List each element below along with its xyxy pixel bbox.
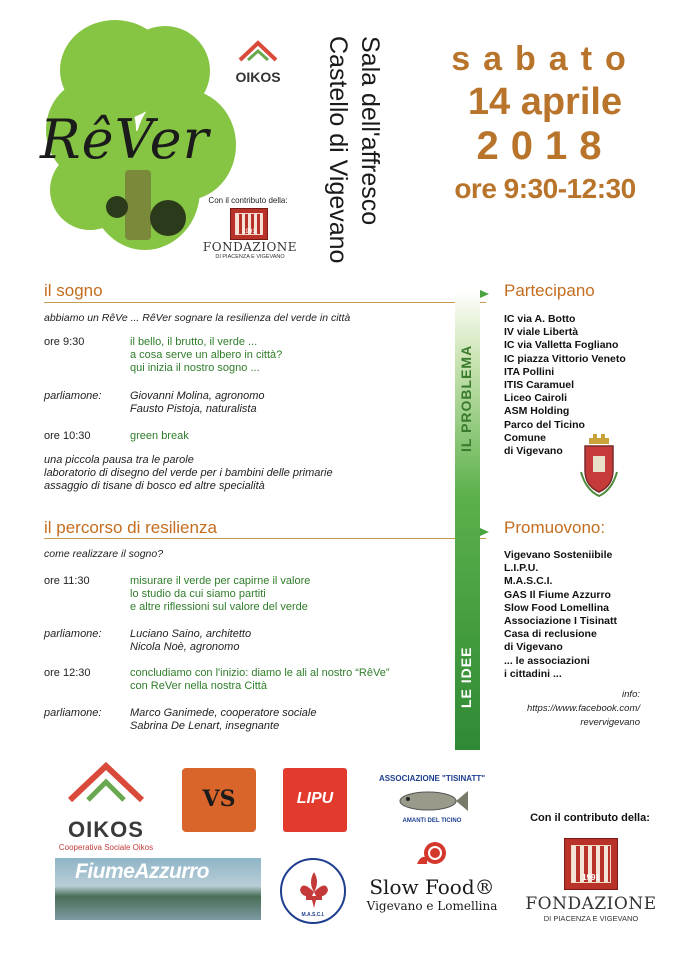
break-line: assaggio di tisane di bosco ed altre specialità bbox=[44, 480, 265, 492]
snail-icon bbox=[415, 840, 449, 866]
list-item: IC piazza Vittorio Veneto bbox=[504, 352, 626, 365]
slow-food-label: Slow Food® bbox=[369, 875, 495, 899]
date-year: 2018 bbox=[476, 124, 614, 168]
fondazione-year: 1991 bbox=[582, 873, 600, 882]
vigevano-coat-of-arms-icon bbox=[578, 432, 620, 500]
promuovono-list bbox=[504, 549, 664, 681]
schedule-time: ore 9:30 bbox=[44, 336, 85, 348]
list-item: IC via A. Botto bbox=[504, 313, 576, 325]
list-item: i cittadini ... bbox=[504, 667, 562, 680]
fondazione-logo-small bbox=[196, 240, 304, 260]
list-item: Parco del Ticino bbox=[504, 418, 585, 431]
schedule-row bbox=[44, 430, 464, 444]
vertical-label-problema: IL PROBLEMA bbox=[458, 344, 474, 452]
schedule-text: qui inizia il nostro sogno ... bbox=[130, 362, 260, 374]
oikos-logo bbox=[50, 762, 162, 852]
schedule-time: ore 11:30 bbox=[44, 575, 90, 587]
fiume-label: FiumeAzzurro bbox=[75, 860, 210, 883]
oikos-label: OIKOS bbox=[68, 817, 144, 842]
list-item: ITA Pollini bbox=[504, 365, 555, 378]
schedule-text: a cosa serve un albero in città? bbox=[130, 349, 283, 361]
fondazione-small-sub: DI PIACENZA E VIGEVANO bbox=[215, 254, 285, 260]
vs-label: VS bbox=[202, 786, 236, 812]
masci-logo bbox=[280, 858, 346, 924]
vertical-label-idee: LE IDEE bbox=[458, 646, 474, 708]
list-item: ASM Holding bbox=[504, 405, 570, 418]
speakers-row bbox=[44, 390, 464, 418]
event-date bbox=[420, 40, 670, 205]
speakers-key: parliamone: bbox=[44, 628, 102, 640]
arrow-right-icon bbox=[480, 290, 489, 298]
fiume-azzurro-logo bbox=[55, 858, 261, 920]
break-line: laboratorio di disegno del verde per i bambini delle primarie bbox=[44, 467, 333, 479]
list-item: Liceo Cairoli bbox=[504, 392, 568, 405]
slow-food-logo bbox=[366, 840, 498, 913]
oikos-roof-icon bbox=[238, 40, 278, 62]
schedule-time: ore 10:30 bbox=[44, 430, 91, 442]
lipu-label: LIPU bbox=[296, 790, 334, 807]
list-item: GAS Il Fiume Azzurro bbox=[504, 588, 611, 601]
slow-food-sub: Vigevano e Lomellina bbox=[366, 899, 498, 913]
divider bbox=[44, 302, 486, 303]
contrib-small-label: Con il contributo della: bbox=[208, 196, 288, 205]
percorso-lead: come realizzare il sogno? bbox=[44, 548, 164, 560]
list-item: IC via Valletta Fogliano bbox=[504, 339, 619, 352]
list-item: M.A.S.C.I. bbox=[504, 575, 553, 588]
venue-line-1: Sala dell'affresco bbox=[356, 36, 384, 226]
rever-title: RêVer bbox=[40, 108, 210, 171]
section-title-sogno: il sogno bbox=[44, 281, 103, 300]
fondazione-name: FONDAZIONE bbox=[525, 894, 657, 914]
date-day: sabato bbox=[451, 40, 639, 78]
oikos-logo-small bbox=[228, 40, 288, 85]
speaker: Marco Ganimede, cooperatore sociale bbox=[130, 707, 317, 719]
schedule-text: e altre riflessioni sul valore del verde bbox=[130, 601, 308, 613]
date-date: 14 aprile bbox=[467, 81, 623, 123]
speakers-key: parliamone: bbox=[44, 707, 102, 719]
venue bbox=[316, 36, 396, 264]
list-item: Casa di reclusione bbox=[504, 628, 597, 641]
fish-icon bbox=[394, 786, 470, 816]
speaker: Luciano Saino, architetto bbox=[130, 628, 252, 640]
info-block bbox=[490, 688, 640, 730]
fondazione-small-year: 1991 bbox=[242, 229, 256, 235]
list-item: IV viale Libertà bbox=[504, 326, 579, 339]
venue-line-2: Castello di Vigevano bbox=[324, 36, 352, 264]
list-item: di Vigevano bbox=[504, 445, 563, 458]
speaker: Giovanni Molina, agronomo bbox=[130, 390, 265, 402]
oikos-sub: Cooperativa Sociale Oikos bbox=[58, 843, 154, 852]
schedule-text: green break bbox=[130, 430, 189, 442]
vigevano-sostenibile-logo bbox=[182, 768, 256, 832]
oikos-small-label: OIKOS bbox=[235, 69, 281, 85]
speaker: Sabrina De Lenart, insegnante bbox=[130, 720, 280, 732]
break-line: una piccola pausa tra le parole bbox=[44, 454, 194, 466]
list-item: Vigevano Sosteniibile bbox=[504, 549, 613, 561]
tisinatt-bottom: AMANTI DEL TICINO bbox=[402, 818, 462, 824]
fondazione-logo bbox=[518, 838, 664, 923]
schedule-time: ore 12:30 bbox=[44, 667, 91, 679]
schedule-text: concludiamo con l'inizio: diamo le ali al nostro “RêVe” bbox=[130, 667, 390, 679]
tisinatt-logo bbox=[372, 770, 492, 832]
speakers-row bbox=[44, 707, 464, 735]
list-item: ... le associazioni bbox=[504, 654, 590, 667]
list-item: ITIS Caramuel bbox=[504, 379, 575, 392]
schedule-text: con ReVer nella nostra Città bbox=[130, 680, 267, 692]
fondazione-sub: DI PIACENZA E VIGEVANO bbox=[543, 914, 639, 923]
schedule-text: lo studio da cui siamo partiti bbox=[130, 588, 266, 600]
divider bbox=[44, 538, 486, 539]
fondazione-small-emblem bbox=[230, 208, 268, 240]
lipu-logo bbox=[283, 768, 347, 832]
arrow-right-icon bbox=[480, 528, 489, 536]
partecipano-title: Partecipano bbox=[504, 281, 595, 300]
tisinatt-top: ASSOCIAZIONE "TISINATT" bbox=[378, 774, 486, 783]
schedule-row bbox=[44, 667, 464, 695]
promuovono-title: Promuovono: bbox=[504, 518, 606, 537]
date-time: ore 9:30-12:30 bbox=[454, 173, 636, 204]
schedule-row bbox=[44, 575, 464, 615]
schedule-row bbox=[44, 336, 464, 376]
speaker: Fausto Pistoja, naturalista bbox=[130, 403, 257, 415]
speakers-row bbox=[44, 628, 464, 656]
info-label: info: bbox=[622, 689, 640, 700]
list-item: di Vigevano bbox=[504, 641, 563, 654]
list-item: L.I.P.U. bbox=[504, 562, 539, 575]
list-item: Associazione I Tisinatt bbox=[504, 615, 618, 628]
contrib-label: Con il contributo della: bbox=[530, 812, 650, 824]
speakers-key: parliamone: bbox=[44, 390, 102, 402]
break-description bbox=[44, 454, 454, 493]
sogno-lead: abbiamo un RêVe ... RêVer sognare la resilienza del verde in città bbox=[44, 312, 351, 324]
schedule-text: misurare il verde per capirne il valore bbox=[130, 575, 311, 587]
fondazione-emblem bbox=[564, 838, 618, 890]
fleur-de-lis-icon bbox=[296, 870, 332, 910]
oikos-roof-icon bbox=[66, 762, 146, 802]
section-title-percorso: il percorso di resilienza bbox=[44, 518, 217, 537]
list-item: Comune bbox=[504, 431, 546, 444]
info-link[interactable]: revervigevano bbox=[580, 717, 640, 728]
speaker: Nicola Noè, agronomo bbox=[130, 641, 240, 653]
fondazione-small-name: FONDAZIONE bbox=[202, 240, 298, 254]
info-link[interactable]: https://www.facebook.com/ bbox=[527, 703, 640, 714]
list-item: Slow Food Lomellina bbox=[504, 601, 609, 614]
schedule-text: il bello, il brutto, il verde ... bbox=[130, 336, 258, 348]
masci-label: M.A.S.C.I. bbox=[301, 912, 325, 918]
